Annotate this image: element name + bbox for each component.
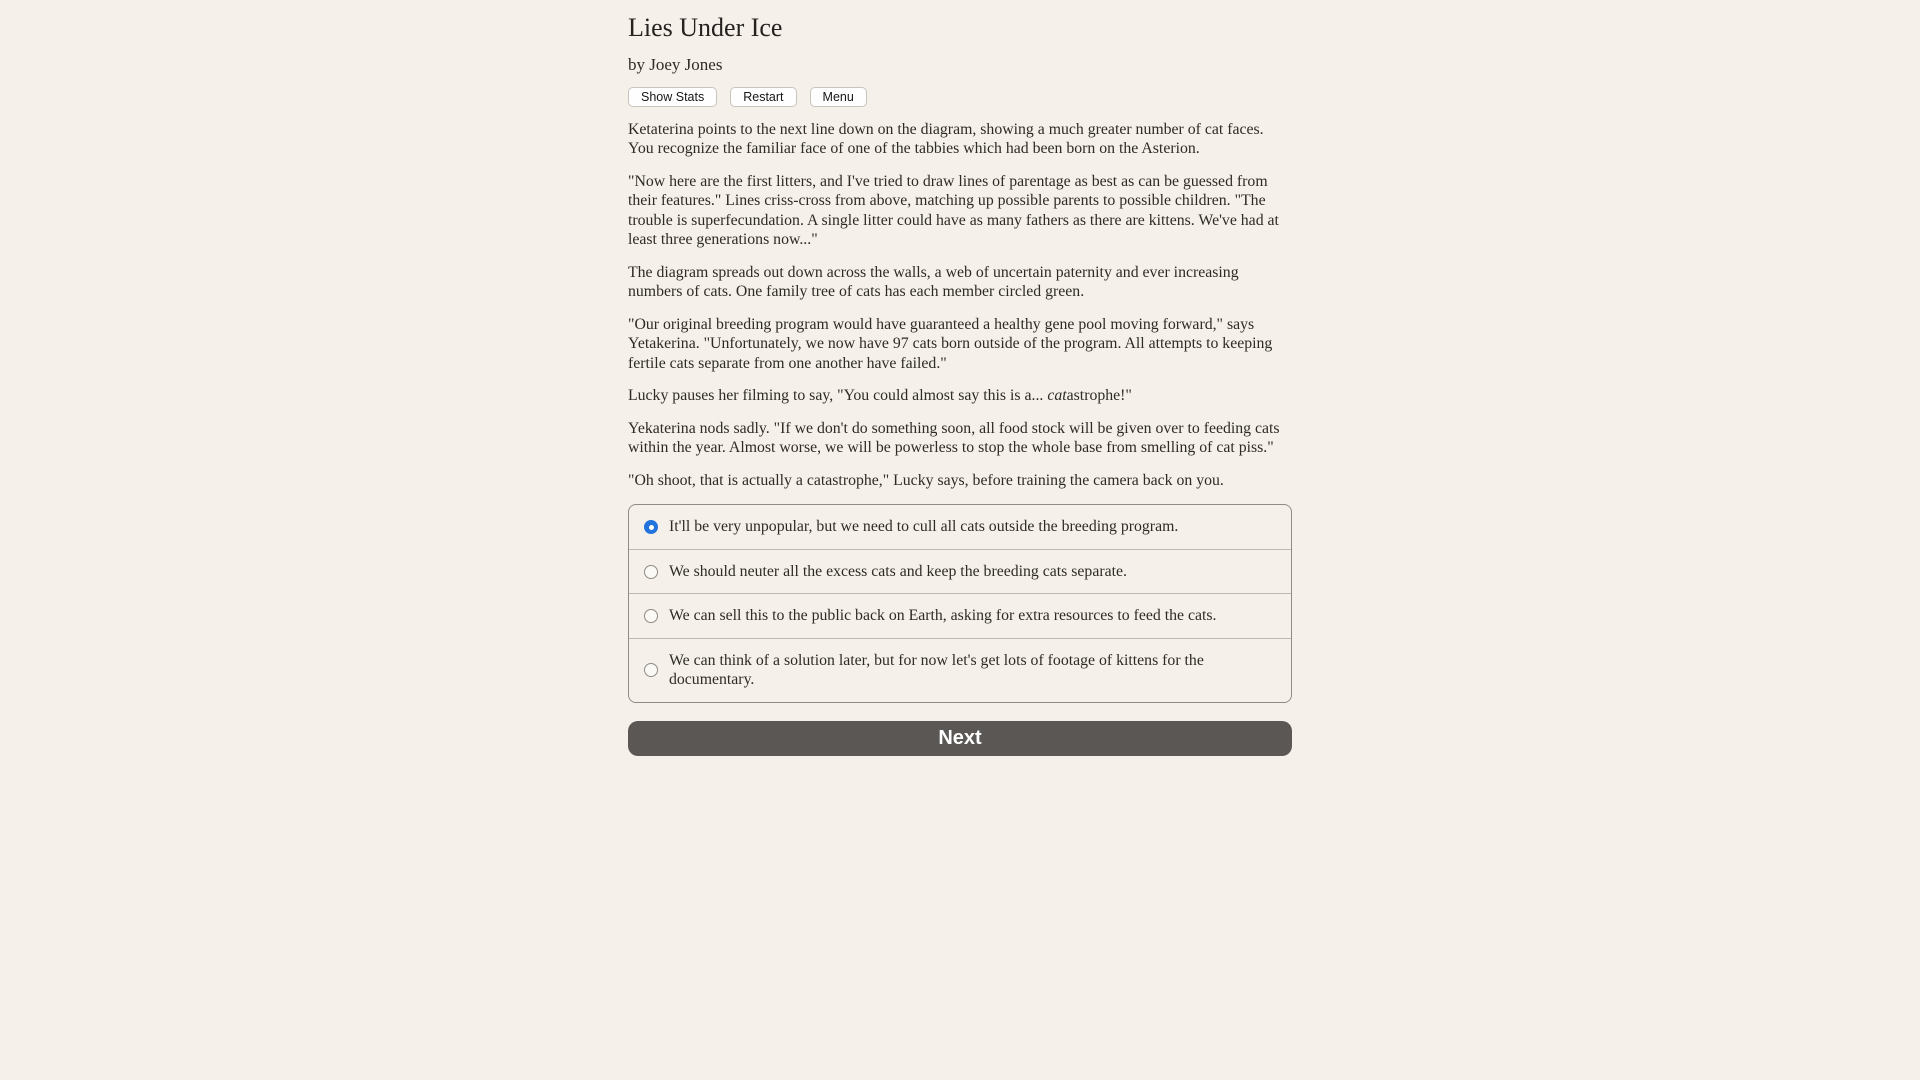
choice-option-label: It'll be very unpopular, but we need to cull all cats outside the breeding program.: [669, 518, 1179, 536]
story-paragraph: [628, 419, 1292, 458]
story-text-run: Lucky pauses her filming to say, "You could almost say this is a...: [628, 387, 1048, 405]
story-text-italic-run: cat: [1047, 387, 1067, 405]
byline: by Joey Jones: [628, 54, 723, 74]
story-text-run: "Our original breeding program would have guaranteed a healthy gene pool moving forward," says Yetakerina. "Unfortunately, we now have 97 cats born outside of the program. All attempts to keeping fertile cats separate from one another have failed.": [628, 315, 1273, 372]
story-paragraph: [628, 263, 1292, 302]
story-text-run: Ketaterina points to the next line down on the diagram, showing a much greater number of cat faces. You recognize the familiar face of one of the tabbies which had been born on the Asterion.: [628, 120, 1264, 158]
choice-option-label: We should neuter all the excess cats and keep the breeding cats separate.: [669, 562, 1127, 580]
story-text-run: "Oh shoot, that is actually a catastrophe," Lucky says, before training the camera back on you.: [628, 471, 1224, 489]
radio-button[interactable]: [644, 663, 658, 677]
story-text: [628, 120, 1292, 491]
story-paragraph: [628, 471, 1292, 491]
radio-button[interactable]: [644, 565, 658, 579]
restart-button[interactable]: Restart: [730, 87, 796, 107]
choice-option[interactable]: [629, 505, 1291, 549]
next-button[interactable]: Next: [628, 721, 1292, 756]
choice-option[interactable]: [629, 593, 1291, 638]
story-text-run: astrophe!": [1066, 387, 1132, 405]
story-paragraph: [628, 120, 1292, 159]
story-paragraph: [628, 386, 1292, 406]
story-paragraph: [628, 172, 1292, 250]
choice-list: [628, 504, 1292, 703]
show-stats-button[interactable]: Show Stats: [628, 87, 717, 107]
menu-button[interactable]: Menu: [810, 87, 867, 107]
story-text-run: "Now here are the first litters, and I've tried to draw lines of parentage as best as can be guessed from their features." Lines criss-cross from above, matching up possible parents to possible children. "The trouble is superfecundation. A single litter could have as many fathers as there are kittens. We've had at least three generations now...": [628, 172, 1279, 249]
radio-button[interactable]: [644, 609, 658, 623]
toolbar: [628, 87, 1292, 107]
content-column: [628, 0, 1292, 756]
radio-button-selected[interactable]: [644, 520, 658, 534]
choice-option-label: We can think of a solution later, but for now let's get lots of footage of kittens for the documentary.: [669, 651, 1204, 689]
story-paragraph: [628, 315, 1292, 374]
story-text-run: The diagram spreads out down across the walls, a web of uncertain paternity and ever increasing numbers of cats. One family tree of cats has each member circled green.: [628, 263, 1239, 301]
game-title: Lies Under Ice: [628, 13, 783, 42]
story-text-run: Yekaterina nods sadly. "If we don't do something soon, all food stock will be given over to feeding cats within the year. Almost worse, we will be powerless to stop the whole base from smelling of cat piss.": [628, 419, 1280, 457]
choice-option[interactable]: [629, 638, 1291, 702]
choice-option[interactable]: [629, 549, 1291, 594]
choice-option-label: We can sell this to the public back on Earth, asking for extra resources to feed the cats.: [669, 607, 1217, 625]
